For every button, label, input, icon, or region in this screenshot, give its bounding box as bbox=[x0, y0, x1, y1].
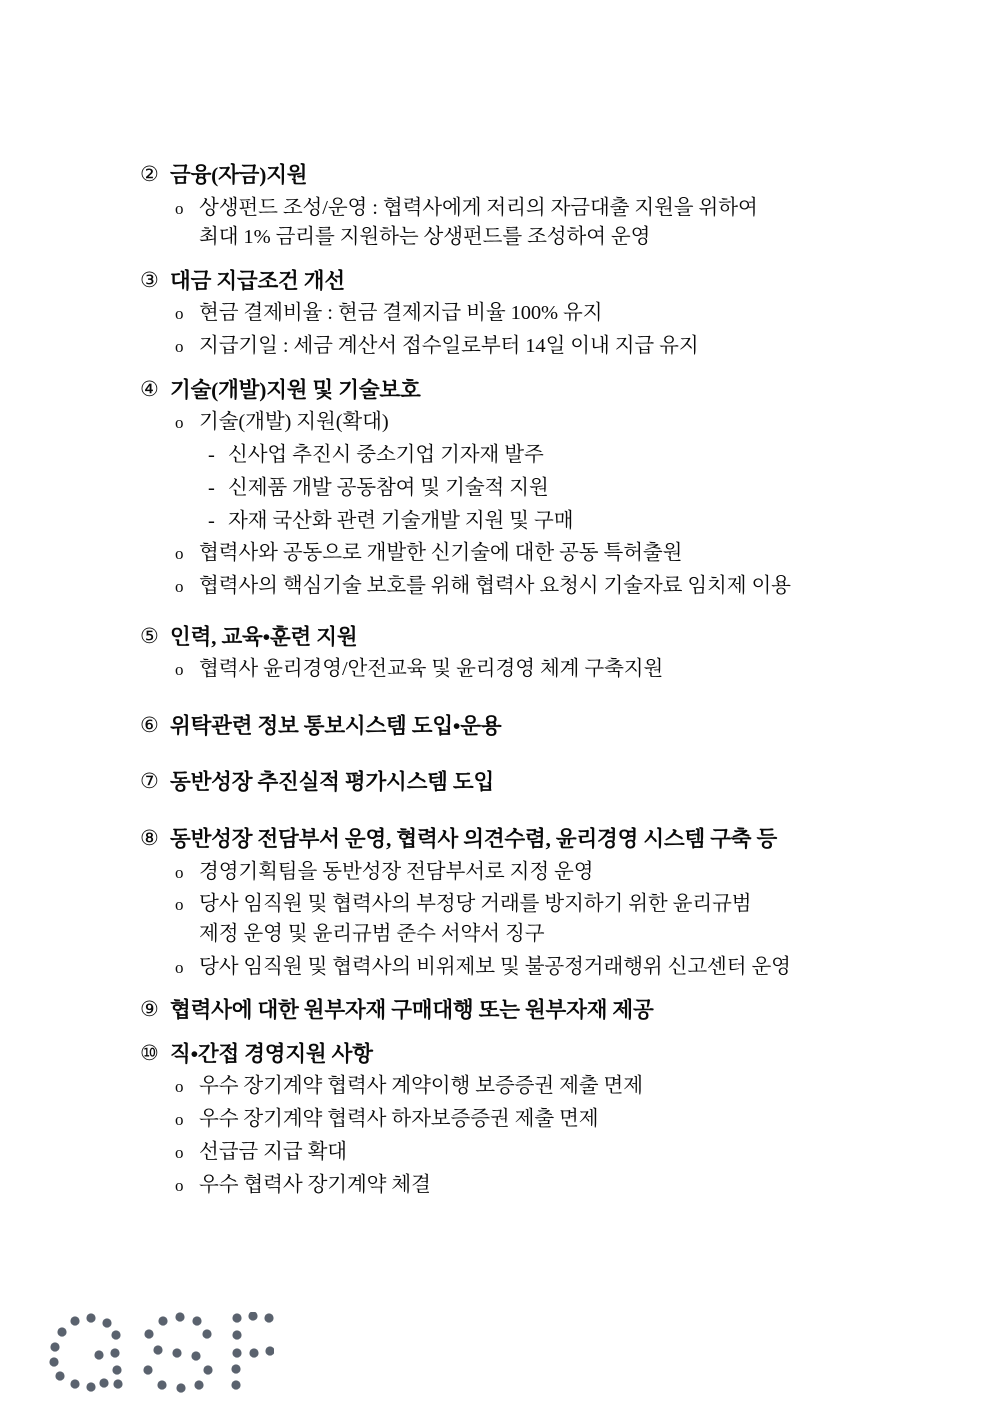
sub-bullet-marker: o bbox=[175, 1142, 184, 1162]
dash-item-text: 자재 국산화 관련 기술개발 지원 및 구매 bbox=[228, 509, 574, 532]
gsp-watermark-logo bbox=[44, 1312, 274, 1398]
sub-item-text bbox=[199, 890, 880, 949]
item-marker: ⑤ bbox=[140, 623, 159, 648]
dash-item-text: 신사업 추진시 중소기업 기자재 발주 bbox=[228, 444, 544, 467]
sub-line-2: 최대 1% 금리를 지원하는 상생펀드를 조성하여 운영 bbox=[199, 226, 651, 249]
dash-bullet-marker: - bbox=[208, 476, 215, 499]
sub-item-text: 선급금 지급 확대 bbox=[199, 1140, 347, 1163]
sub-item-text bbox=[199, 194, 880, 253]
item-title: 금융(자금)지원 bbox=[170, 163, 308, 187]
sub-bullet-marker: o bbox=[175, 304, 184, 324]
list-item-4 bbox=[140, 375, 880, 406]
sub-item-text: 협력사 윤리경영/안전교육 및 윤리경영 체계 구축지원 bbox=[199, 658, 664, 681]
sub-item bbox=[140, 194, 880, 253]
list-item-6 bbox=[140, 711, 880, 742]
sub-line-2: 제정 운영 및 윤리규범 준수 서약서 징구 bbox=[199, 922, 545, 945]
item-title: 위탁관련 정보 통보시스템 도입•운용 bbox=[170, 713, 502, 738]
sub-item bbox=[140, 1171, 880, 1201]
list-item-7 bbox=[140, 767, 880, 798]
item-marker: ⑩ bbox=[140, 1040, 159, 1065]
sub-item bbox=[140, 1105, 880, 1135]
list-item-3 bbox=[140, 266, 880, 297]
sub-item bbox=[140, 408, 880, 438]
sub-item-text: 우수 장기계약 협력사 하자보증증권 제출 면제 bbox=[199, 1108, 599, 1131]
sub-bullet-marker: o bbox=[175, 1175, 184, 1195]
dash-item bbox=[140, 507, 880, 537]
sub-bullet-marker: o bbox=[175, 1077, 184, 1097]
sub-item bbox=[140, 858, 880, 888]
sub-bullet-marker: o bbox=[175, 577, 184, 597]
sub-item-text: 당사 임직원 및 협력사의 비위제보 및 불공정거래행위 신고센터 운영 bbox=[199, 955, 791, 978]
list-item-8 bbox=[140, 824, 880, 855]
item-title: 인력, 교육•훈련 지원 bbox=[170, 624, 358, 649]
dash-bullet-marker: - bbox=[208, 444, 215, 467]
list-item-9 bbox=[140, 995, 880, 1026]
item-marker: ② bbox=[140, 162, 159, 186]
sub-item-text: 지급기일 : 세금 계산서 접수일로부터 14일 이내 지급 유지 bbox=[199, 335, 699, 358]
sub-bullet-marker: o bbox=[175, 198, 184, 218]
sub-item bbox=[140, 655, 880, 685]
sub-item bbox=[140, 572, 880, 602]
item-marker: ⑨ bbox=[140, 997, 159, 1022]
sub-bullet-marker: o bbox=[175, 413, 184, 433]
dash-item bbox=[140, 441, 880, 471]
sub-item bbox=[140, 1072, 880, 1102]
dash-bullet-marker: - bbox=[208, 509, 215, 532]
item-marker: ⑥ bbox=[140, 712, 159, 737]
item-title: 대금 지급조건 개선 bbox=[170, 268, 345, 293]
sub-bullet-marker: o bbox=[175, 544, 184, 564]
sub-item bbox=[140, 539, 880, 569]
sub-bullet-marker: o bbox=[175, 337, 184, 357]
item-marker: ③ bbox=[140, 267, 159, 292]
sub-line-1: 상생펀드 조성/운영 : 협력사에게 저리의 자금대출 지원을 위하여 bbox=[199, 196, 758, 219]
item-title: 협력사에 대한 원부자재 구매대행 또는 원부자재 제공 bbox=[170, 998, 654, 1023]
sub-bullet-marker: o bbox=[175, 1110, 184, 1130]
sub-line-1: 당사 임직원 및 협력사의 부정당 거래를 방지하기 위한 윤리규범 bbox=[199, 893, 752, 916]
item-title: 동반성장 추진실적 평가시스템 도입 bbox=[170, 770, 495, 795]
sub-item-text: 기술(개발) 지원(확대) bbox=[199, 411, 389, 434]
item-title: 직•간접 경영지원 사항 bbox=[170, 1041, 373, 1066]
sub-item-text: 협력사와 공동으로 개발한 신기술에 대한 공동 특허출원 bbox=[199, 542, 683, 565]
item-marker: ④ bbox=[140, 376, 159, 401]
sub-bullet-marker: o bbox=[175, 957, 184, 977]
list-item-10 bbox=[140, 1039, 880, 1070]
sub-item bbox=[140, 890, 880, 949]
item-marker: ⑦ bbox=[140, 769, 159, 794]
sub-item-text: 우수 협력사 장기계약 체결 bbox=[199, 1173, 431, 1196]
sub-item-text: 우수 장기계약 협력사 계약이행 보증증권 제출 면제 bbox=[199, 1075, 643, 1098]
item-marker: ⑧ bbox=[140, 826, 159, 850]
sub-item bbox=[140, 299, 880, 329]
list-item-2 bbox=[140, 160, 880, 191]
sub-item bbox=[140, 332, 880, 362]
item-title: 동반성장 전담부서 운영, 협력사 의견수렴, 윤리경영 시스템 구축 등 bbox=[170, 827, 778, 851]
dash-item bbox=[140, 474, 880, 504]
document-body bbox=[140, 160, 880, 1200]
sub-bullet-marker: o bbox=[175, 660, 184, 680]
list-item-5 bbox=[140, 622, 880, 653]
sub-item-text: 현금 결제비율 : 현금 결제지급 비율 100% 유지 bbox=[199, 302, 603, 325]
sub-item bbox=[140, 1138, 880, 1168]
item-title: 기술(개발)지원 및 기술보호 bbox=[170, 377, 421, 402]
sub-bullet-marker: o bbox=[175, 862, 184, 882]
sub-item-text: 경영기획팀을 동반성장 전담부서로 지정 운영 bbox=[199, 860, 594, 883]
dash-item-text: 신제품 개발 공동참여 및 기술적 지원 bbox=[228, 476, 549, 499]
sub-item bbox=[140, 953, 880, 983]
sub-item-text: 협력사의 핵심기술 보호를 위해 협력사 요청시 기술자료 임치제 이용 bbox=[199, 575, 791, 598]
sub-bullet-marker: o bbox=[175, 895, 184, 915]
